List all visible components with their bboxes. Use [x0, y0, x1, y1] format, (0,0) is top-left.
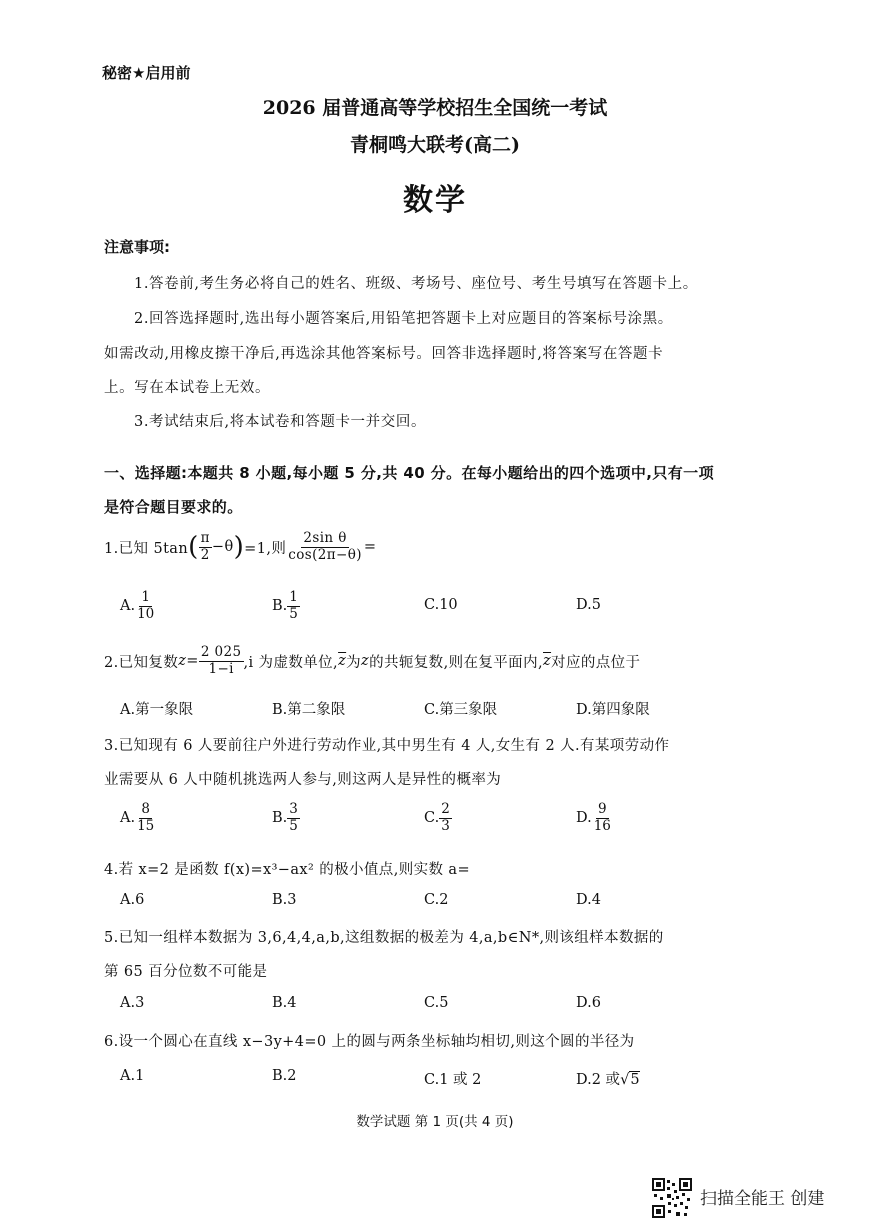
option-label: A. [120, 892, 136, 908]
q2-z2: z [361, 653, 370, 670]
option-text: 1 [135, 1068, 145, 1084]
option-text: 5 [591, 597, 601, 613]
option-label: A. [120, 1068, 136, 1084]
q2-text4: 对应的点位于 [551, 654, 641, 671]
option-den: 10 [137, 605, 155, 622]
q3-option-d [576, 802, 613, 834]
option-label: D. [576, 995, 592, 1011]
option-fraction [135, 590, 156, 622]
exam-subtitle: 青桐鸣大联考(高二) [350, 134, 520, 156]
q2-text3: 的共轭复数,则在复平面内, [369, 654, 543, 671]
q2-z: z [178, 653, 187, 670]
option-label: D. [576, 892, 592, 908]
q5-option-d [576, 995, 601, 1011]
option-text: 3 [287, 892, 297, 908]
option-label: B. [272, 892, 288, 908]
option-label: A. [120, 702, 136, 718]
question-5: 5.已知一组样本数据为 3,6,4,4,a,b,这组数据的极差为 4,a,b∈N*,则该组样本数据的 [104, 930, 664, 946]
option-text: 第一象限 [135, 702, 194, 718]
option-fraction [592, 802, 613, 834]
q6-option-d [576, 1068, 640, 1089]
option-label: B. [272, 702, 288, 718]
note-2-end: 上。写在本试卷上无效。 [104, 380, 271, 396]
question-6: 6.设一个圆心在直线 x−3y+4=0 上的圆与两条坐标轴均相切,则这个圆的半径为 [104, 1034, 635, 1050]
q2-option-a [120, 698, 193, 719]
option-text: 10 [439, 597, 458, 613]
q5-option-c [424, 995, 448, 1011]
page-footer: 数学试题 第 1 页(共 4 页) [356, 1114, 514, 1130]
option-label: A. [120, 995, 136, 1011]
option-den: 16 [593, 817, 611, 834]
q2-text2: 为 [346, 654, 362, 671]
sqrt-symbol: √ [620, 1072, 630, 1088]
q1-pi-over-2 [199, 531, 212, 563]
option-text: 4 [287, 995, 297, 1011]
q6-option-b [272, 1068, 297, 1084]
option-text: 1 或 2 [439, 1072, 482, 1088]
q1-main-fraction [286, 531, 364, 563]
q2-fraction [199, 645, 244, 677]
q4-option-b [272, 892, 297, 908]
q1-pi: π [200, 530, 210, 546]
option-label: D. [576, 810, 592, 827]
option-fraction [287, 590, 300, 622]
q1-option-a [120, 590, 156, 622]
section-heading-cont: 是符合题目要求的。 [104, 498, 243, 516]
option-text: 2 [439, 892, 449, 908]
option-fraction [439, 802, 452, 834]
q4-option-c [424, 892, 448, 908]
exam-title: 2026 届普通高等学校招生全国统一考试 [262, 97, 608, 119]
option-label: D. [576, 597, 592, 613]
q2-numerator: 2 025 [200, 644, 242, 660]
q1-option-c [424, 597, 458, 613]
option-label: C. [424, 892, 440, 908]
q2-option-d [576, 698, 650, 719]
option-text: 6 [591, 995, 601, 1011]
option-label: D. [576, 1072, 592, 1088]
q2-denominator: 1−i [208, 660, 234, 677]
confidential-label: 秘密★启用前 [102, 64, 191, 82]
q3-option-c [424, 802, 452, 834]
question-3: 3.已知现有 6 人要前往户外进行劳动作业,其中男生有 4 人,女生有 2 人.有某项劳动作 [104, 738, 670, 754]
option-label: D. [576, 702, 592, 718]
q1-numerator: 2sin θ [303, 530, 347, 546]
option-label: C. [424, 810, 440, 827]
option-num: 3 [289, 801, 298, 817]
option-text: 4 [591, 892, 601, 908]
q1-eq2: = [363, 539, 377, 556]
option-den: 5 [289, 817, 298, 834]
option-den: 15 [137, 817, 155, 834]
option-label: B. [272, 1068, 288, 1084]
subject-title: 数学 [403, 183, 467, 218]
option-label: C. [424, 702, 440, 718]
option-text: 3 [135, 995, 145, 1011]
option-num: 8 [141, 801, 150, 817]
q5-option-a [120, 995, 144, 1011]
option-fraction [287, 802, 300, 834]
sqrt-radicand: 5 [630, 1072, 640, 1088]
notes-heading: 注意事项: [104, 238, 170, 256]
option-text: 第二象限 [287, 702, 346, 718]
question-4: 4.若 x=2 是函数 f(x)=x³−ax² 的极小值点,则实数 a= [104, 862, 471, 878]
option-text: 第四象限 [591, 702, 650, 718]
option-den: 5 [289, 605, 298, 622]
option-label: B. [272, 995, 288, 1011]
q2-option-b [272, 698, 345, 719]
option-text: 6 [135, 892, 145, 908]
note-3: 3.考试结束后,将本试卷和答题卡一并交回。 [134, 414, 427, 430]
q3-option-b [272, 802, 300, 834]
option-label: A. [120, 598, 136, 615]
note-1: 1.答卷前,考生务必将自己的姓名、班级、考场号、座位号、考生号填写在答题卡上。 [134, 276, 698, 292]
option-label: B. [272, 810, 288, 827]
question-2 [104, 645, 640, 677]
option-text: 5 [439, 995, 449, 1011]
option-den: 3 [441, 817, 450, 834]
q2-prefix: 2.已知复数 [104, 654, 179, 671]
q1-option-b [272, 590, 300, 622]
option-label: B. [272, 598, 288, 615]
option-num: 2 [441, 801, 450, 817]
question-5-cont: 第 65 百分位数不可能是 [104, 964, 268, 980]
q1-denominator: cos(2π−θ) [288, 546, 362, 563]
q2-text1: ,i 为虚数单位, [243, 654, 339, 671]
option-num: 9 [598, 801, 607, 817]
q2-eq: = [186, 653, 199, 670]
question-1: 1.已知 5tan ( $\frac{\pi}{2}$ −θ ) =1,则 $\frac{\text{2sin θ}}{\cos(2\pi-\theta)}$ = [104, 530, 377, 563]
option-num: 1 [141, 589, 150, 605]
option-text: 2 或 [591, 1072, 621, 1088]
section-heading: 一、选择题:本题共 8 小题,每小题 5 分,共 40 分。在每小题给出的四个选项中,只有一项 [104, 464, 714, 482]
qr-code-icon [652, 1178, 692, 1218]
q2-zbar2: $\overline{z}$ [543, 653, 552, 670]
note-2: 2.回答选择题时,选出每小题答案后,用铅笔把答题卡上对应题目的答案标号涂黑。 [134, 311, 673, 327]
option-label: C. [424, 1072, 440, 1088]
option-label: C. [424, 995, 440, 1011]
option-text: 2 [287, 1068, 297, 1084]
q1-option-d [576, 597, 601, 613]
q1-prefix: 1.已知 5tan [104, 540, 189, 557]
scanner-watermark: 扫描全能王 创建 [700, 1189, 825, 1209]
option-text: 第三象限 [439, 702, 498, 718]
q4-option-d [576, 892, 601, 908]
note-2-cont: 如需改动,用橡皮擦干净后,再选涂其他答案标号。回答非选择题时,将答案写在答题卡 [104, 346, 664, 362]
option-fraction [135, 802, 156, 834]
option-label: C. [424, 597, 440, 613]
option-num: 1 [289, 589, 298, 605]
q4-option-a [120, 892, 144, 908]
q3-option-a [120, 802, 156, 834]
q1-two: 2 [200, 546, 210, 563]
q1-minus-theta: −θ [211, 539, 234, 556]
q6-option-a [120, 1068, 144, 1084]
q2-zbar: $\overline{z}$ [338, 653, 347, 670]
q6-option-c [424, 1068, 481, 1089]
q2-option-c [424, 698, 497, 719]
q1-eq1: =1,则 [244, 540, 287, 557]
question-3-cont: 业需要从 6 人中随机挑选两人参与,则这两人是异性的概率为 [104, 772, 502, 788]
q5-option-b [272, 995, 297, 1011]
option-label: A. [120, 810, 136, 827]
